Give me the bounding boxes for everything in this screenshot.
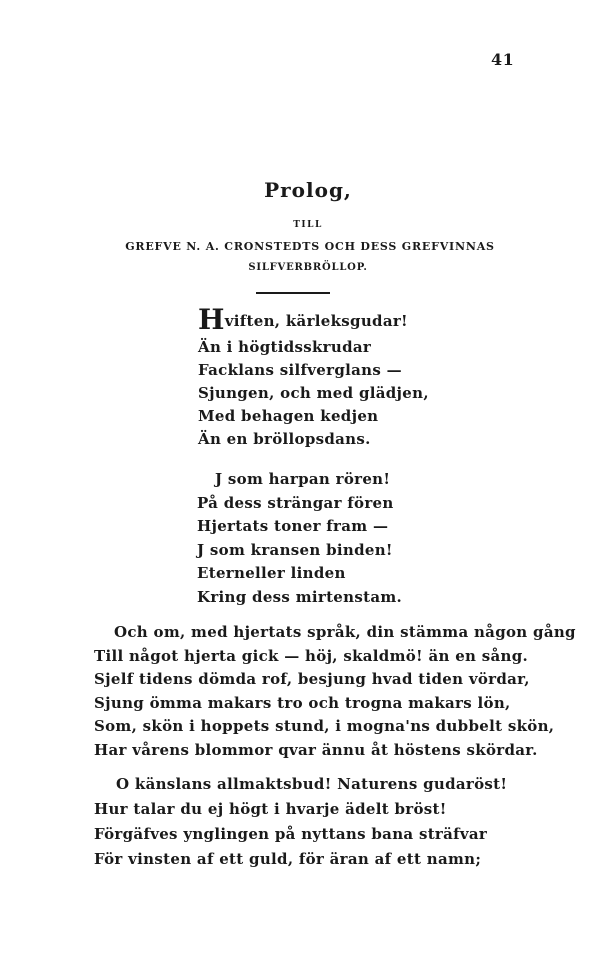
page-number: 41 [491, 50, 515, 69]
subtitle-till: TILL [293, 220, 323, 230]
verse-line: På dess strängar fören [197, 493, 394, 512]
verse-line: Kring dess mirtenstam. [197, 587, 403, 606]
drop-cap: H [198, 303, 225, 336]
verse-line: Och om, med hjertats språk, din stämma någon gång [114, 623, 576, 641]
occasion-line: SILFVERBRÖLLOP. [248, 262, 368, 273]
title-rule [256, 292, 330, 294]
verse-line: Sjung ömma makars tro och trogna makars lön, [94, 693, 511, 712]
verse-line: Hjertats toner fram — [197, 517, 389, 535]
verse-line: J som harpan rören! [215, 470, 391, 488]
dedication-line: GREFVE N. A. CRONSTEDTS OCH DESS GREFVINNAS [125, 240, 495, 253]
verse-line: Sjelf tidens dömda rof, besjung hvad tiden vördar, [94, 670, 530, 688]
verse-line: Än i högtidsskrudar [198, 338, 372, 356]
poem-title: Prolog, [264, 178, 352, 202]
verse-line: Än en bröllopsdans. [198, 430, 371, 448]
verse-line: Hur talar du ej högt i hvarje ädelt bröst! [94, 800, 447, 818]
verse-line: Har vårens blommor qvar ännu åt höstens skördar. [94, 740, 538, 759]
stanza-2 [197, 468, 402, 609]
stanza-1 [198, 303, 429, 451]
verse-line: Sjungen, och med glädjen, [198, 384, 429, 402]
verse-line: För vinsten af ett guld, för äran af ett namn; [94, 850, 482, 868]
stanza-4 [94, 772, 507, 872]
verse-line: Eterneller linden [197, 564, 346, 582]
verse-line: J som kransen binden! [197, 540, 393, 559]
verse-line [198, 303, 429, 336]
verse-line: Med behagen kedjen [198, 407, 379, 425]
verse-line: Förgäfves ynglingen på nyttans bana sträfvar [94, 825, 488, 843]
stanza-3 [94, 621, 576, 762]
verse-line: Till något hjerta gick — höj, skaldmö! än en sång. [94, 646, 529, 665]
verse-line: Facklans silfverglans — [198, 361, 402, 379]
first-line-text: viften, kärleksgudar! [224, 312, 408, 330]
verse-line: O känslans allmaktsbud! Naturens gudaröst! [116, 775, 508, 793]
verse-line: Som, skön i hoppets stund, i mogna'ns dubbelt skön, [94, 717, 555, 735]
